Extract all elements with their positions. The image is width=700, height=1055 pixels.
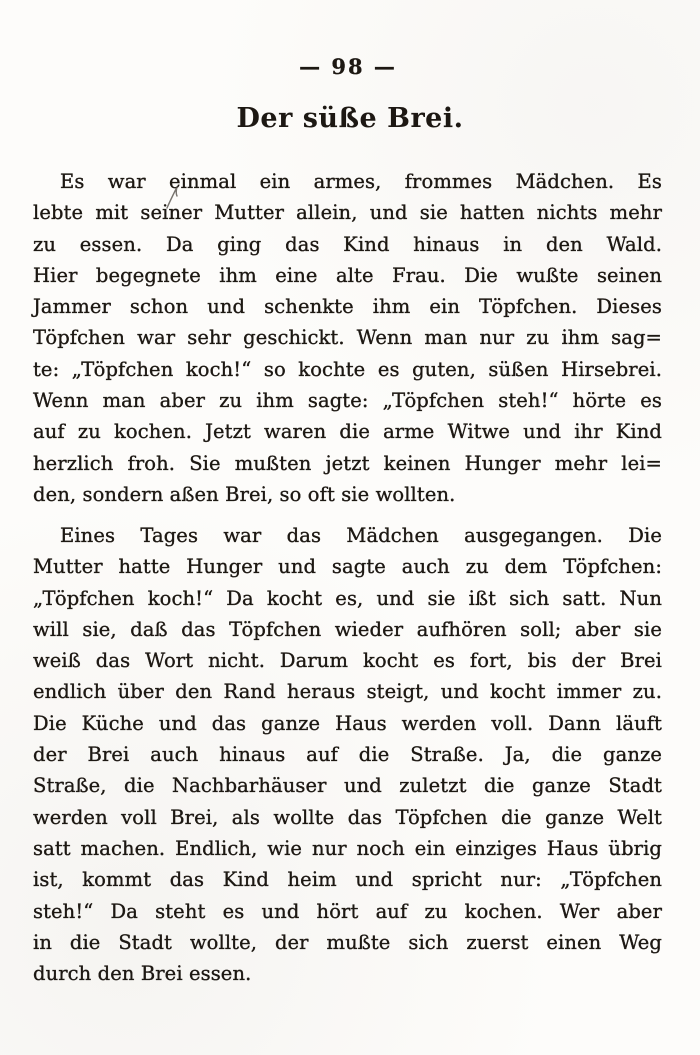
page-title: Der süße Brei. xyxy=(236,103,464,134)
text-line: Es war einmal ein armes, frommes Mädchen. Es xyxy=(60,170,662,193)
text-line: Die Küche und das ganze Haus werden voll. Dann läuft xyxy=(33,711,662,735)
text-line: satt machen. Endlich, wie nur noch ein einziges Haus übrig xyxy=(33,836,662,860)
text-line: „Töpfchen koch!“ Da kocht es, und sie ißt sich satt. Nun xyxy=(33,586,662,610)
text-line: der Brei auch hinaus auf die Straße. Ja, die ganze xyxy=(33,743,662,767)
text-line: herzlich froh. Sie mußten jetzt keinen Hunger mehr lei= xyxy=(33,451,662,475)
text-line: lebte mit seiner Mutter allein, und sie hatten nichts mehr xyxy=(33,201,662,225)
text-line: will sie, daß das Töpfchen wieder aufhören soll; aber sie xyxy=(33,617,662,641)
text-line: Jammer schon und schenkte ihm ein Töpfchen. Dieses xyxy=(33,295,662,319)
text-line: zu essen. Da ging das Kind hinaus in den Wald. xyxy=(33,232,662,256)
text-line: Töpfchen war sehr geschickt. Wenn man nur zu ihm sag= xyxy=(33,326,662,350)
paragraph-1 xyxy=(33,166,662,510)
paragraph-2 xyxy=(33,520,662,989)
text-line: durch den Brei essen. xyxy=(33,962,252,986)
text-line: Mutter hatte Hunger und sagte auch zu dem Töpfchen: xyxy=(33,555,662,579)
text-line: Eines Tages war das Mädchen ausgegangen. Die xyxy=(60,524,662,547)
text-line: werden voll Brei, als wollte das Töpfchen die ganze Welt xyxy=(33,805,662,829)
page-number: — 98 — xyxy=(299,54,397,79)
text-line: te: „Töpfchen koch!“ so kochte es guten, süßen Hirsebrei. xyxy=(33,357,662,381)
text-line: auf zu kochen. Jetzt waren die arme Witwe und ihr Kind xyxy=(33,420,662,444)
text-line: in die Stadt wollte, der mußte sich zuerst einen Weg xyxy=(33,930,662,954)
text-line: Hier begegnete ihm eine alte Frau. Die wußte seinen xyxy=(33,263,662,287)
text-line: weiß das Wort nicht. Darum kocht es fort, bis der Brei xyxy=(33,649,662,673)
text-line: den, sondern aßen Brei, so oft sie wollten. xyxy=(33,482,456,506)
text-line: ist, kommt das Kind heim und spricht nur: „Töpfchen xyxy=(33,868,662,892)
text-line: Straße, die Nachbarhäuser und zuletzt die ganze Stadt xyxy=(33,774,662,798)
text-line: endlich über den Rand heraus steigt, und kocht immer zu. xyxy=(33,680,662,704)
text-line: steh!“ Da steht es und hört auf zu kochen. Wer aber xyxy=(33,899,662,923)
text-line: Wenn man aber zu ihm sagte: „Töpfchen steh!“ hörte es xyxy=(33,389,662,413)
